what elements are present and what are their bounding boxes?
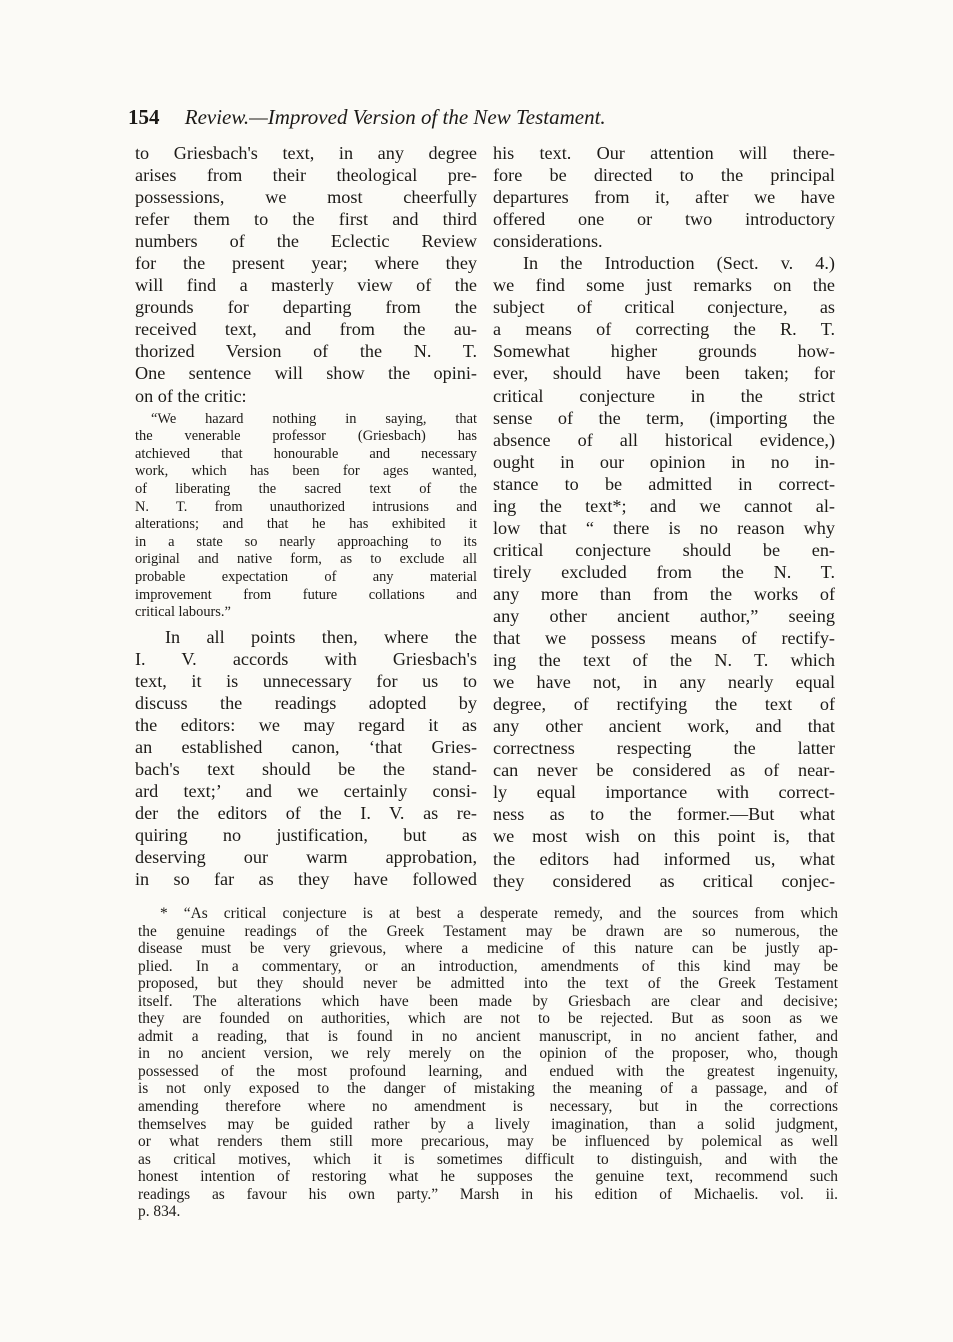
footnote-line: disease must be very grievous, where a medicine of this nature can be justly ap- — [138, 940, 838, 958]
footnote-line: themselves may be guided rather by a lively imagination, than a solid judgment, — [138, 1115, 838, 1133]
footnote-line: proposed, but they should never be admitted into the text of the Greek Testament — [138, 975, 838, 993]
text-line: low that “ there is no reason why — [493, 517, 835, 538]
text-line: In all points then, where the — [165, 626, 477, 647]
text-line: departures from it, after we have — [493, 187, 835, 208]
text-line: degree, of rectifying the text of — [493, 694, 835, 715]
footnote-line: admit a reading, that is found in no ancient manuscript, in no ancient father, and — [138, 1027, 838, 1045]
text-line: in so far as they have followed — [135, 869, 477, 890]
footnote-line: as critical motives, which it is sometimes difficult to distinguish, and with the — [138, 1150, 838, 1168]
footnote-line: in no ancient version, we rely merely on the opinion of the proposer, who, though — [138, 1045, 838, 1063]
text-line: correctness respecting the latter — [493, 738, 835, 759]
text-line: ing the text of the N. T. which — [493, 650, 835, 671]
text-line: they considered as critical conjec- — [493, 870, 835, 891]
text-line: for the present year; where they — [135, 253, 477, 274]
quote-line: work, which has been for ages wanted, — [135, 463, 477, 480]
text-line: offered one or two introductory — [493, 209, 835, 230]
text-line: on of the critic: — [135, 385, 247, 406]
text-line: bach's text should be the stand- — [135, 758, 477, 779]
footnote-line: is not only exposed to the danger of mistaking the meaning of a passage, and of — [138, 1080, 838, 1098]
footnote-line: possessed of the most profound learning, and endued with the greatest ingenuity, — [138, 1062, 838, 1080]
text-line: will find a masterly view of the — [135, 275, 477, 296]
text-line: tirely excluded from the N. T. — [493, 561, 835, 582]
quote-line: N. T. from unauthorized intrusions and — [135, 498, 477, 515]
text-line: deserving our warm approbation, — [135, 847, 477, 868]
text-line: the editors had informed us, what — [493, 848, 835, 869]
quote-line: the venerable professor (Griesbach) has — [135, 428, 477, 445]
footnote-line: readings as favour his own party.” Marsh in his edition of Michaelis. vol. ii. — [138, 1185, 838, 1203]
left-column — [135, 142, 477, 890]
footnote-line: the genuine readings of the Greek Testament may be drawn are so numerous, the — [138, 922, 838, 940]
quote-line: atchieved that honourable and necessary — [135, 445, 477, 462]
text-line: any other ancient author,” seeing — [493, 605, 835, 626]
text-line: to Griesbach's text, in any degree — [135, 143, 477, 163]
text-line: ing the text*; and we cannot al- — [493, 495, 835, 516]
text-line: quiring no justification, but as — [135, 825, 477, 846]
text-line: der the editors of the I. V. as re- — [135, 803, 477, 824]
text-line: ard text;’ and we certainly consi- — [135, 781, 477, 802]
text-line: we most wish on this point is, that — [493, 826, 835, 847]
text-line: the editors: we may regard it as — [135, 714, 477, 735]
running-header — [128, 100, 840, 134]
footnote-line: amending therefore where no amendment is necessary, but in the corrections — [138, 1098, 838, 1116]
text-line: possessions, we most cheerfully — [135, 187, 477, 208]
left-para-1 — [135, 142, 477, 407]
text-line: that we possess means of rectify- — [493, 628, 835, 649]
text-line: received text, and from the au- — [135, 319, 477, 340]
right-para-2 — [493, 252, 835, 891]
text-line: ly equal importance with correct- — [493, 782, 835, 803]
text-line: stance to be admitted in correct- — [493, 473, 835, 494]
text-line: absence of all historical evidence,) — [493, 429, 835, 450]
text-line: ness as to the former.—But what — [493, 804, 835, 825]
text-line: One sentence will show the opini- — [135, 363, 477, 384]
text-line: considerations. — [493, 231, 603, 252]
quote-line: improvement from future collations and — [135, 586, 477, 603]
running-title: Review.—Improved Version of the New Testament. — [184, 105, 606, 129]
quote-line: in a state so nearly approaching to its — [135, 533, 477, 550]
footnote-line: they are founded on authorities, which are not to be rejected. But as soon as we — [138, 1010, 838, 1028]
text-line: text, it is unnecessary for us to — [135, 670, 477, 691]
footnote-line: honest intention of restoring what he supposes the genuine text, recommend such — [138, 1168, 838, 1186]
text-line: refer them to the first and third — [135, 209, 477, 230]
text-line: subject of critical conjecture, as — [493, 297, 835, 318]
footnote — [138, 905, 838, 1221]
text-line: critical conjecture should be en- — [493, 539, 835, 560]
text-line: critical conjecture in the strict — [493, 385, 835, 406]
text-line: any more than from the works of — [493, 583, 835, 604]
quote-line: critical labours.” — [135, 604, 231, 621]
text-line: ought in our opinion in no in- — [493, 451, 835, 472]
text-line: discuss the readings adopted by — [135, 692, 477, 713]
text-line: arises from their theological pre- — [135, 165, 477, 186]
text-line: grounds for departing from the — [135, 297, 477, 318]
text-line: fore be directed to the principal — [493, 165, 835, 186]
left-para-2 — [135, 626, 477, 891]
block-quote — [135, 411, 477, 622]
footnote-line: * “As critical conjecture is at best a desperate remedy, and the sources from which — [160, 905, 838, 922]
quote-line: of liberating the sacred text of the — [135, 480, 477, 497]
quote-line: probable expectation of any material — [135, 568, 477, 585]
text-line: I. V. accords with Griesbach's — [135, 648, 477, 669]
quote-line: “We hazard nothing in saying, that — [151, 410, 477, 427]
text-line: we have not, in any nearly equal — [493, 672, 835, 693]
text-line: In the Introduction (Sect. v. 4.) — [523, 253, 835, 274]
footnote-line: plied. In a commentary, or an introduction, amendments of this kind may be — [138, 957, 838, 975]
text-line: numbers of the Eclectic Review — [135, 231, 477, 252]
text-line: sense of the term, (importing the — [493, 407, 835, 428]
text-line: his text. Our attention will there- — [493, 143, 835, 163]
text-line: can never be considered as of near- — [493, 760, 835, 781]
quote-line: alterations; and that he has exhibited it — [135, 516, 477, 533]
footnote-line: or what renders them still more precarious, may be influenced by polemical as well — [138, 1133, 838, 1151]
footnote-line: itself. The alterations which have been made by Griesbach are clear and decisive; — [138, 992, 838, 1010]
text-line: an established canon, ‘that Gries- — [135, 736, 477, 757]
quote-line: original and native form, as to exclude all — [135, 551, 477, 568]
text-line: thorized Version of the N. T. — [135, 341, 477, 362]
text-line: any other ancient work, and that — [493, 716, 835, 737]
text-line: a means of correcting the R. T. — [493, 319, 835, 340]
right-column — [493, 142, 835, 892]
text-line: Somewhat higher grounds how- — [493, 341, 835, 362]
text-line: we find some just remarks on the — [493, 275, 835, 296]
page-number: 154 — [128, 105, 160, 129]
right-para-1 — [493, 142, 835, 252]
text-line: ever, should have been taken; for — [493, 363, 835, 384]
footnote-line: p. 834. — [138, 1203, 181, 1221]
